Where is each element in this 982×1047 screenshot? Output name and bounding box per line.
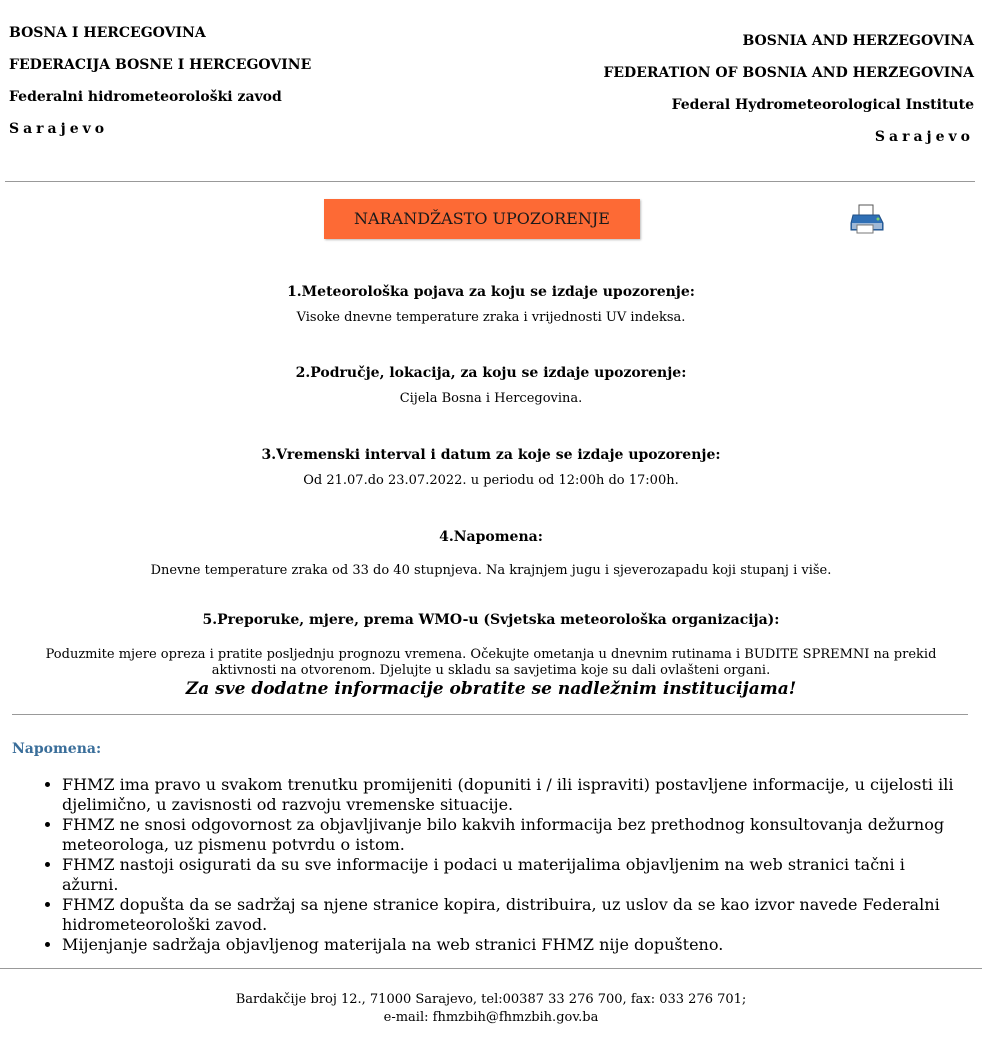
section-interval — [0, 447, 982, 488]
section-phenomenon — [0, 284, 982, 325]
section-heading: 2.Područje, lokacija, za koju se izdaje upozorenje: — [295, 365, 687, 381]
footer-divider — [0, 968, 982, 969]
institute-name-local: Federalni hidrometeorološki zavod — [9, 89, 282, 105]
country-name-english: BOSNIA AND HERZEGOVINA — [742, 33, 974, 49]
footer-address: Bardakčije broj 12., 71000 Sarajevo, tel:00387 33 276 700, fax: 033 276 701; — [235, 992, 747, 1007]
section-area — [0, 365, 982, 406]
institute-name-english: Federal Hydrometeorological Institute — [671, 97, 974, 113]
header-left — [9, 24, 311, 152]
section-heading: 4.Napomena: — [439, 529, 543, 545]
section-text: Dnevne temperature zraka od 33 do 40 stupnjeva. Na krajnjem jugu i sjeverozapadu koji stupanj i više. — [150, 563, 832, 578]
section-recommendations — [0, 612, 982, 628]
federation-name-english: FEDERATION OF BOSNIA AND HERZEGOVINA — [603, 65, 974, 81]
recommendations-text: Poduzmite mjere opreza i pratite posljednju prognozu vremena. Očekujte ometanja u dnevnim rutinama i BUDITE SPREMNI na prekid aktivnosti na otvorenom. Djelujte u skladu sa savjetima koje su dali ovlašteni organi. — [45, 647, 937, 678]
section-text: Cijela Bosna i Hercegovina. — [399, 391, 583, 406]
federation-name-local: FEDERACIJA BOSNE I HERCEGOVINE — [9, 57, 312, 73]
section-text: Od 21.07.do 23.07.2022. u periodu od 12:00h do 17:00h. — [303, 473, 679, 488]
notes-title: Napomena: — [12, 741, 102, 757]
printer-icon[interactable] — [849, 203, 885, 235]
city-local: Sarajevo — [9, 121, 109, 137]
list-item: • FHMZ nastoji osigurati da su sve informacije i podaci u materijalima objavljenim na web stranici tačni i ažurni. — [62, 855, 962, 895]
header-divider — [5, 181, 975, 182]
list-item: • FHMZ dopušta da se sadržaj sa njene stranice kopira, distribuira, uz uslov da se kao izvor navede Federalni hidrometeorološki zavod. — [62, 895, 962, 935]
section-heading: 3.Vremenski interval i datum za koje se izdaje upozorenje: — [261, 447, 721, 463]
country-name-local: BOSNA I HERCEGOVINA — [9, 25, 206, 41]
warning-level-badge: NARANDŽASTO UPOZORENJE — [324, 199, 640, 239]
footer-email[interactable]: e-mail: fhmzbih@fhmzbih.gov.ba — [383, 1010, 599, 1025]
footer — [0, 991, 982, 1027]
header-right — [603, 32, 974, 160]
notes-list — [42, 775, 962, 955]
list-item: • FHMZ ima pravo u svakom trenutku promijeniti (dopuniti i / ili ispraviti) postavljene informacije, u cijelosti ili djelimično, u zavisnosti od razvoju vremenske situacije. — [62, 775, 962, 815]
list-item: • FHMZ ne snosi odgovornost za objavljivanje bilo kakvih informacija bez prethodnog konsultovanja dežurnog meteorologa, uz pismenu potvrdu o istom. — [62, 815, 962, 855]
content-divider — [12, 714, 968, 715]
contact-institutions-notice: Za sve dodatne informacije obratite se nadležnim institucijama! — [185, 679, 797, 699]
list-item: • Mijenjanje sadržaja objavljenog materijala na web stranici FHMZ nije dopušteno. — [62, 935, 962, 955]
city-english: Sarajevo — [874, 129, 974, 145]
section-heading: 5.Preporuke, mjere, prema WMO-u (Svjetska meteorološka organizacija): — [202, 612, 780, 628]
section-heading: 1.Meteorološka pojava za koju se izdaje upozorenje: — [287, 284, 695, 300]
section-note — [0, 529, 982, 578]
section-text: Visoke dnevne temperature zraka i vrijednosti UV indeksa. — [296, 310, 686, 325]
